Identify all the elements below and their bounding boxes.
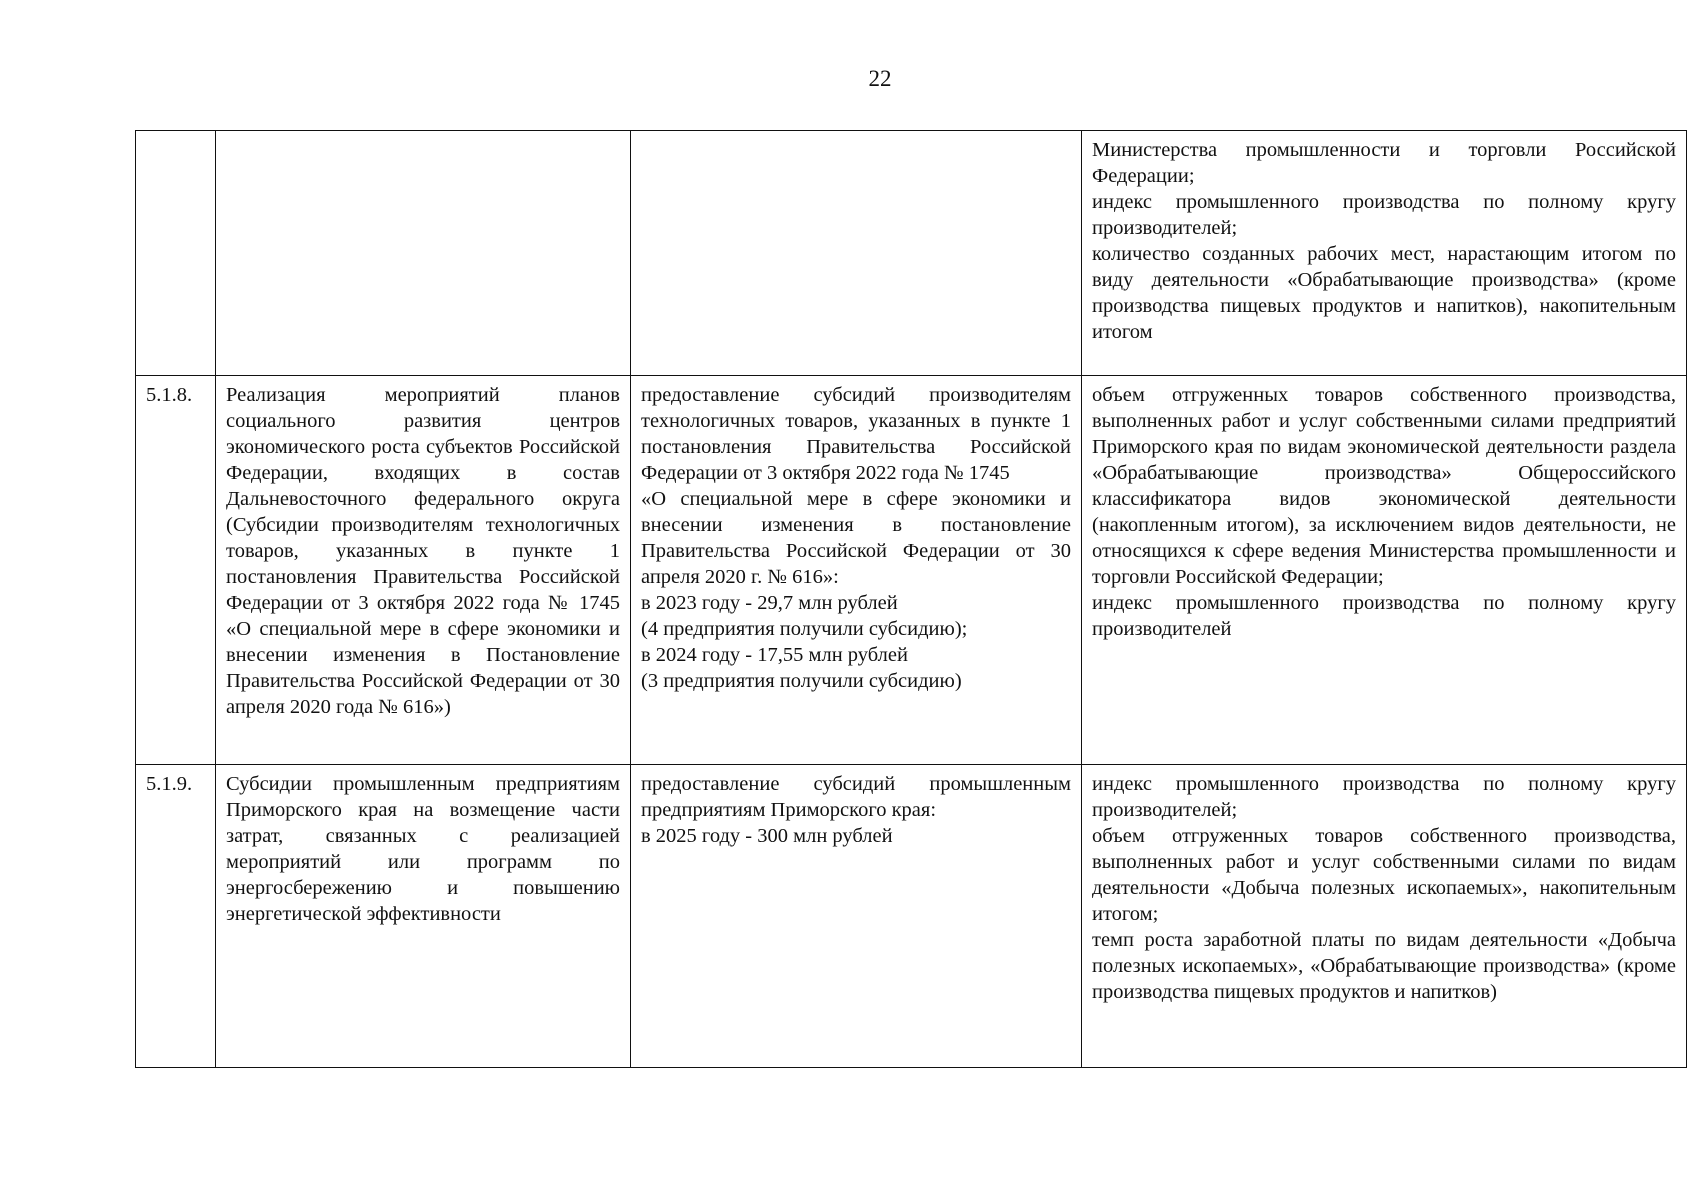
row-number-cell: 5.1.9. <box>136 765 216 1068</box>
result-cell <box>631 765 1082 1068</box>
result-cell <box>631 376 1082 765</box>
result-text: предоставление субсидий производителям технологичных товаров, указанных в пункте 1 постановления Правительства Российской Федерации от 3 октября 2022 года № 1745 <box>641 384 1071 484</box>
page-number: 22 <box>868 66 892 91</box>
result-text: (4 предприятия получили субсидию); <box>641 618 968 640</box>
table-row <box>136 376 1687 765</box>
result-text: предоставление субсидий промышленным предприятиям Приморского края: <box>641 773 1071 821</box>
table-row <box>136 765 1687 1068</box>
measure-name-cell <box>216 131 631 376</box>
table-row <box>136 131 1687 376</box>
indicator-text: количество созданных рабочих мест, нарастающим итогом по виду деятельности «Обрабатывающие производства» (кроме производства пищевых продуктов и напитков), накопительным итогом <box>1092 243 1676 343</box>
result-text: «О специальной мере в сфере экономики и внесении изменения в постановление Правительства Российской Федерации от 30 апреля 2020 г. № 616»: <box>641 488 1071 588</box>
indicators-cell <box>1082 376 1687 765</box>
indicator-text: индекс промышленного производства по полному кругу производителей <box>1092 592 1676 640</box>
row-number-cell: 5.1.8. <box>136 376 216 765</box>
indicator-text: темп роста заработной платы по видам деятельности «Добыча полезных ископаемых», «Обрабатывающие производства» (кроме производства пищевых продуктов и напитков) <box>1092 929 1676 1003</box>
result-text: в 2023 году - 29,7 млн рублей <box>641 592 898 614</box>
result-text: в 2024 году - 17,55 млн рублей <box>641 644 908 666</box>
measure-name-cell: Реализация мероприятий планов социального развития центров экономического роста субъектов Российской Федерации, входящих в состав Дальневосточного федерального округа (Субсидии производителям технологичных товаров, указанных в пункте 1 постановления Правительства Российской Федерации от 3 октября 2022 года № 1745 «О специальной мере в сфере экономики и внесении изменения в Постановление Правительства Российской Федерации от 30 апреля 2020 года № 616») <box>216 376 631 765</box>
indicators-cell <box>1082 765 1687 1068</box>
indicator-text: индекс промышленного производства по полному кругу производителей; <box>1092 773 1676 821</box>
result-text: в 2025 году - 300 млн рублей <box>641 825 893 847</box>
indicator-text: объем отгруженных товаров собственного производства, выполненных работ и услуг собственными силами по видам деятельности «Добыча полезных ископаемых», накопительным итогом; <box>1092 825 1676 925</box>
indicators-cell <box>1082 131 1687 376</box>
result-cell <box>631 131 1082 376</box>
measures-table <box>135 130 1687 1068</box>
result-text: (3 предприятия получили субсидию) <box>641 670 962 692</box>
row-number-cell <box>136 131 216 376</box>
measure-name-cell: Субсидии промышленным предприятиям Приморского края на возмещение части затрат, связанных с реализацией мероприятий или программ по энергосбережению и повышению энергетической эффективности <box>216 765 631 1068</box>
indicator-text: индекс промышленного производства по полному кругу производителей; <box>1092 191 1676 239</box>
indicator-text: Министерства промышленности и торговли Российской Федерации; <box>1092 139 1676 187</box>
indicator-text: объем отгруженных товаров собственного производства, выполненных работ и услуг собственными силами предприятий Приморского края по видам экономической деятельности раздела «Обрабатывающие производства» Общероссийского классификатора видов экономической деятельности (накопленным итогом), за исключением видов деятельности, не относящихся к сфере ведения Министерства промышленности и торговли Российской Федерации; <box>1092 384 1676 588</box>
